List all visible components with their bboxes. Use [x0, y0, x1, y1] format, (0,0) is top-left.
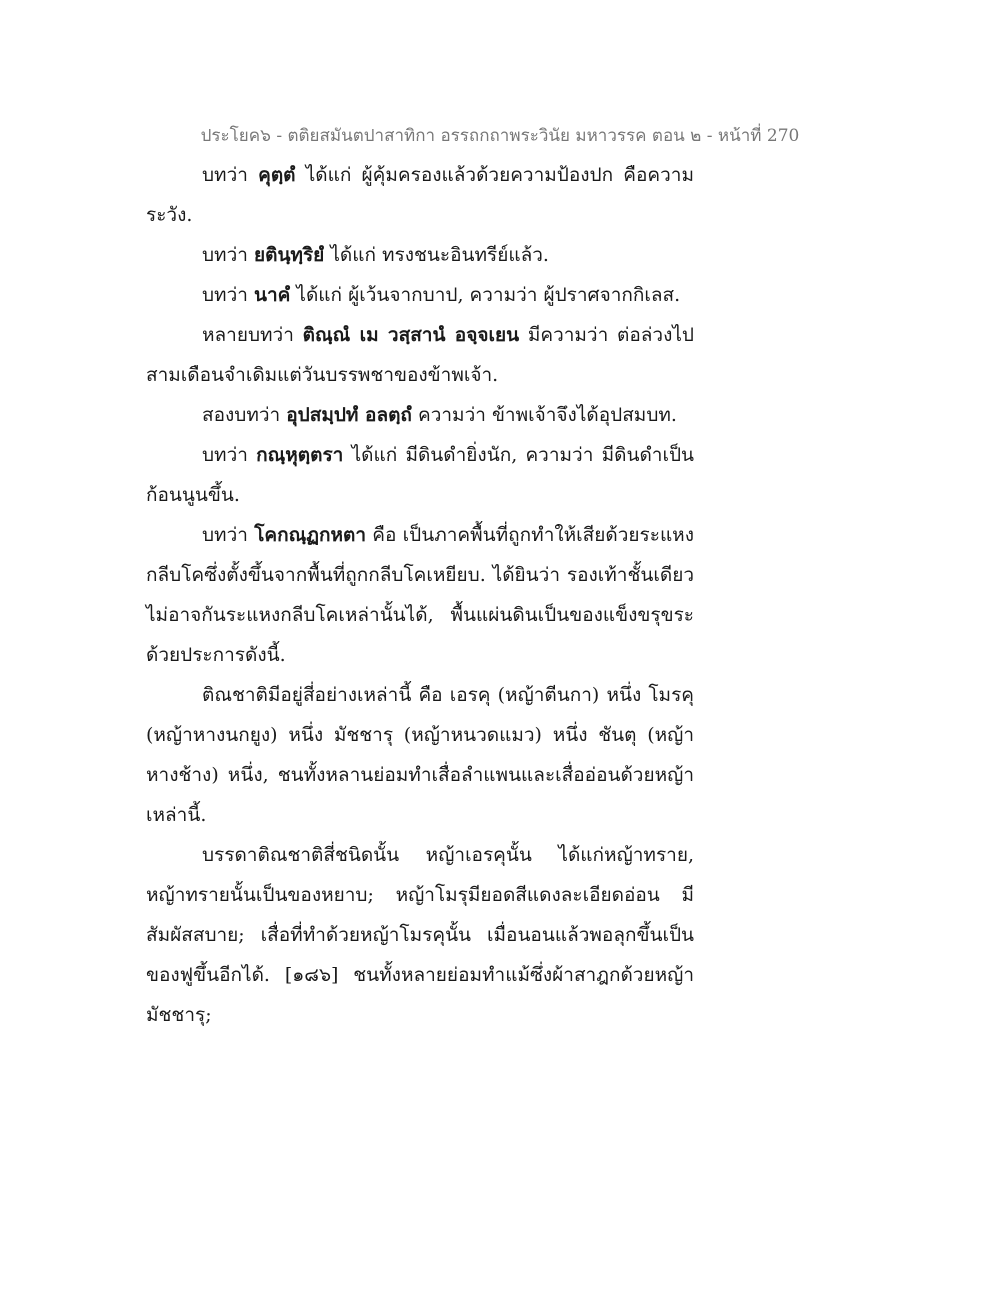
pali-term: ติณฺณํ เม วสฺสานํ อจฺจเยน	[302, 324, 520, 346]
paragraph-text: บรรดาติณชาติสี่ชนิดนั้น หญ้าเอรคุนั้น ได้แก่หญ้าทราย, หญ้าทรายนั้นเป็นของหยาบ; หญ้าโมรุมียอดสีแดงละเอียดอ่อน มีสัมผัสสบาย; เสื่อที่ทำด้วยหญ้าโมรคุนั้น เมื่อนอนแล้วพอลุกขึ้นเป็นของฟูขึ้นอีกได้. [๑๘๖] ชนทั้งหลายย่อมทำแม้ซึ่งผ้าสาฎกด้วยหญ้ามัชชารุ;	[146, 844, 694, 1026]
paragraph-text: ได้แก่ ทรงชนะอินทรีย์แล้ว.	[324, 244, 549, 266]
body-text	[146, 155, 694, 1035]
paragraph-7	[146, 515, 694, 675]
paragraph-3	[146, 275, 694, 315]
pali-term: โคกณฺฏกหตา	[254, 524, 367, 546]
paragraph-1	[146, 155, 694, 235]
paragraph-6	[146, 435, 694, 515]
paragraph-text: สองบทว่า	[202, 404, 287, 426]
pali-term: ยตินฺทฺริยํ	[253, 244, 325, 266]
paragraph-text: บทว่า	[202, 244, 254, 266]
paragraph-text: คือ เป็นภาคพื้นที่ถูกทำให้เสียด้วยระแหงกลีบโคซึ่งตั้งขึ้นจากพื้นที่ถูกกลีบโคเหยียบ. ได้ยินว่า รองเท้าชั้นเดียวไม่อาจกันระแหงกลีบโคเหล่านั้นได้, พื้นแผ่นดินเป็นของแข็งขรุขระด้วยประการดังนี้.	[146, 524, 694, 666]
paragraph-text: บทว่า	[202, 524, 255, 546]
running-head: ประโยค๖ - ตติยสมันตปาสาทิกา อรรถกถาพระวินัย มหาวรรค ตอน ๒ - หน้าที่ 270	[200, 126, 800, 146]
paragraph-text: บทว่า	[202, 284, 254, 306]
paragraph-text: ความว่า ข้าพเจ้าจึงได้อุปสมบท.	[411, 404, 677, 426]
paragraph-text: หลายบทว่า	[202, 324, 303, 346]
paragraph-text: ได้แก่ ผู้คุ้มครองแล้วด้วยความป้องปก คือความระวัง.	[146, 164, 694, 226]
pali-term: กณฺหุตฺตรา	[256, 444, 344, 466]
paragraph-text: ได้แก่ ผู้เว้นจากบาป, ความว่า ผู้ปราศจากกิเลส.	[290, 284, 681, 306]
pali-term: นาคํ	[253, 284, 291, 306]
paragraph-5	[146, 395, 694, 435]
paragraph-8	[146, 675, 694, 835]
pali-term: อุปสมฺปทํ อลตฺถํ	[286, 404, 412, 426]
paragraph-text: บทว่า	[202, 164, 259, 186]
paragraph-9	[146, 835, 694, 1035]
paragraph-text: มีความว่า ต่อล่วงไปสามเดือนจำเดิมแต่วันบรรพชาของข้าพเจ้า.	[146, 324, 694, 386]
paragraph-text: ติณชาติมีอยู่สี่อย่างเหล่านี้ คือ เอรคุ (หญ้าตีนกา) หนึ่ง โมรคุ (หญ้าหางนกยูง) หนึ่ง มัชชารุ (หญ้าหนวดแมว) หนึ่ง ชันตุ (หญ้าหางช้าง) หนึ่ง, ชนทั้งหลานย่อมทำเสื่อลำแพนและเสื่ออ่อนด้วยหญ้าเหล่านี้.	[146, 684, 694, 826]
pali-term: คุตฺตํ	[258, 164, 296, 186]
paragraph-2	[146, 235, 694, 275]
paragraph-text: ได้แก่ มีดินดำยิ่งนัก, ความว่า มีดินดำเป็นก้อนนูนขึ้น.	[146, 444, 694, 506]
paragraph-text: บทว่า	[202, 444, 257, 466]
paragraph-4	[146, 315, 694, 395]
